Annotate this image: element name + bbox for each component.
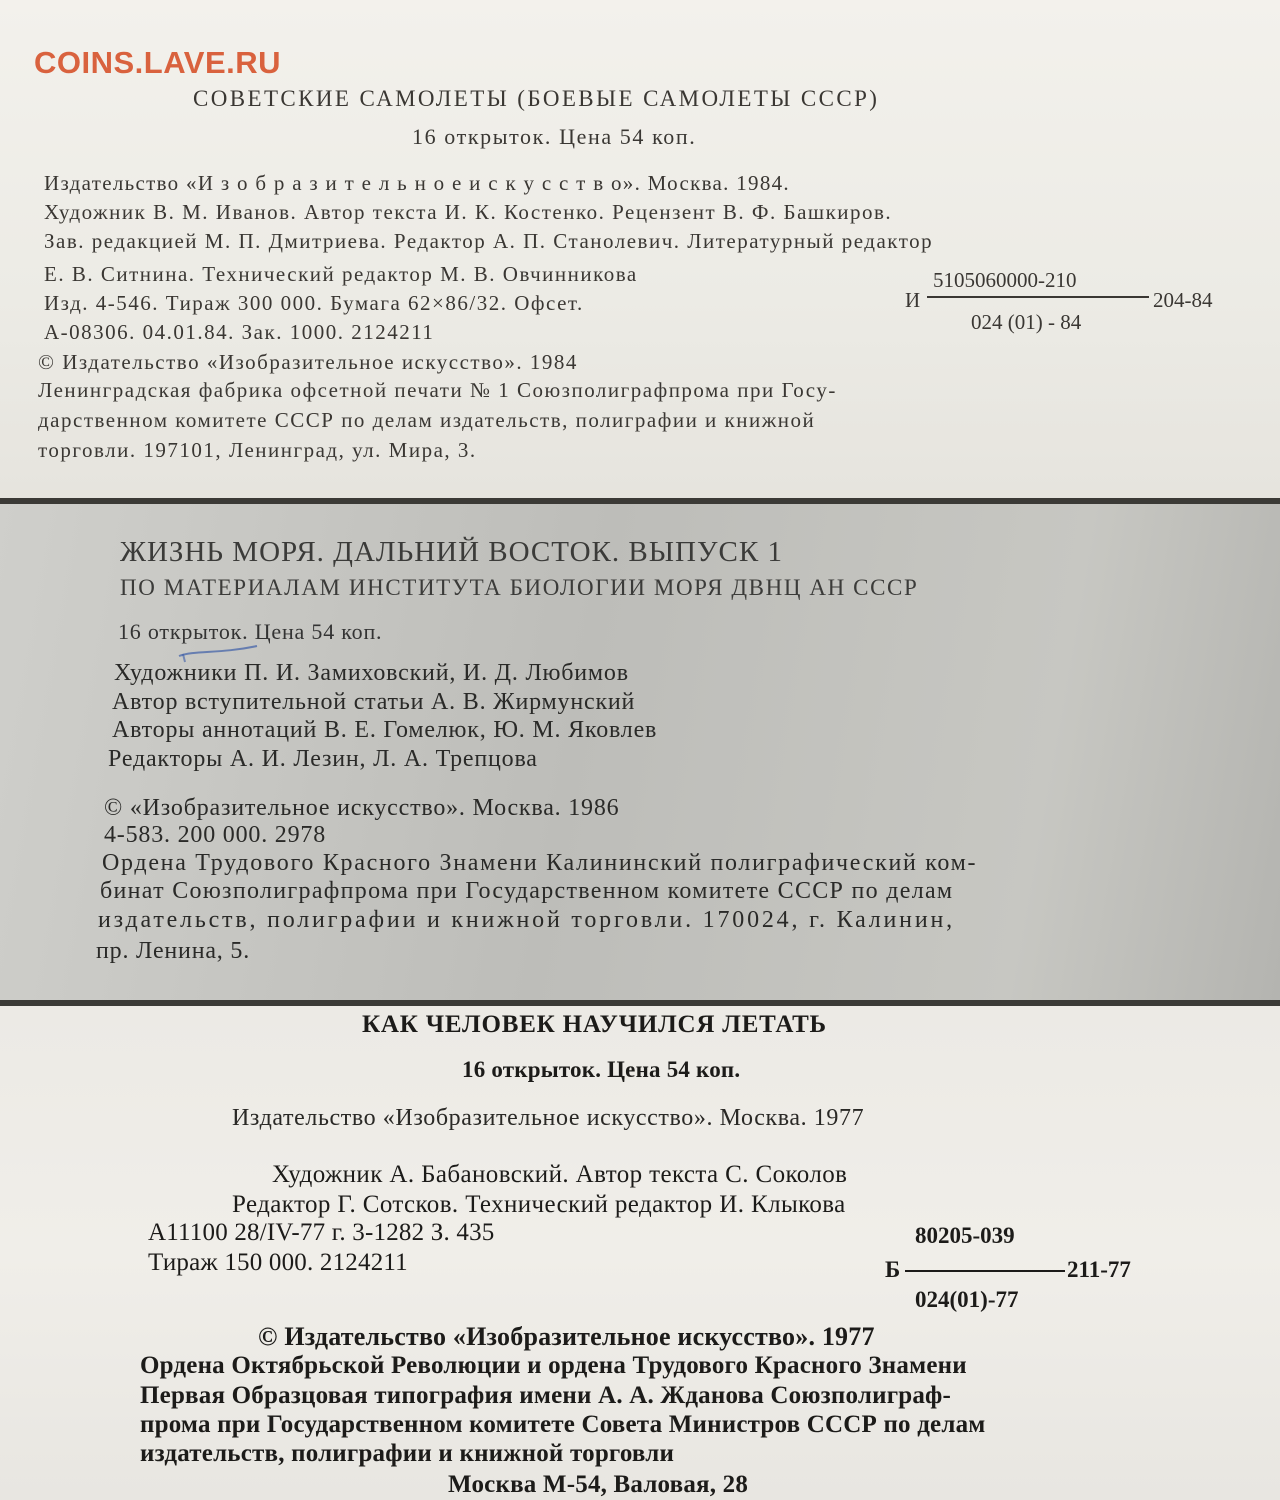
- index-code-prefix: Б: [885, 1257, 901, 1282]
- imprint-line: торговли. 197101, Ленинград, ул. Мира, 3.: [38, 438, 477, 462]
- panel-title: ЖИЗНЬ МОРЯ. ДАЛЬНИЙ ВОСТОК. ВЫПУСК 1: [120, 536, 783, 568]
- index-code-numerator: 80205-039: [915, 1223, 1015, 1248]
- imprint-line: бинат Союзполиграфпрома при Государственном комитете СССР по делам: [100, 878, 954, 904]
- imprint-line: Ордена Трудового Красного Знамени Калининский полиграфический ком-: [102, 850, 978, 876]
- panel-subtitle: ПО МАТЕРИАЛАМ ИНСТИТУТА БИОЛОГИИ МОРЯ ДВНЦ АН СССР: [120, 575, 919, 600]
- imprint-line: издательств, полиграфии и книжной торговли: [140, 1440, 675, 1467]
- imprint-line: А-08306. 04.01.84. Зак. 1000. 2124211: [44, 320, 435, 344]
- index-code-fraction-bar: [905, 1270, 1065, 1272]
- panel-title: СОВЕТСКИЕ САМОЛЕТЫ (БОЕВЫЕ САМОЛЕТЫ СССР): [193, 86, 880, 111]
- index-code-fraction-bar: [927, 296, 1149, 298]
- imprint-line: А11100 28/IV-77 г. 3-1282 З. 435: [148, 1219, 495, 1246]
- imprint-line: пр. Ленина, 5.: [96, 938, 250, 964]
- imprint-line: дарственном комитете СССР по делам издательств, полиграфии и книжной: [38, 408, 816, 432]
- index-code: [885, 1224, 1155, 1312]
- imprint-line: Издательство «И з о б р а з и т е л ь н о е и с к у с с т в о». Москва. 1984.: [44, 171, 790, 195]
- panel-subtitle: 16 открыток. Цена 54 коп.: [462, 1057, 741, 1082]
- credit-line: Художники П. И. Замиховский, И. Д. Любимов: [114, 660, 629, 686]
- panel-title: КАК ЧЕЛОВЕК НАУЧИЛСЯ ЛЕТАТЬ: [362, 1011, 827, 1038]
- index-code-denominator: 024 (01) - 84: [971, 310, 1082, 334]
- imprint-line: издательств, полиграфии и книжной торговли. 170024, г. Калинин,: [98, 907, 955, 933]
- panel-subtitle: 16 открыток. Цена 54 коп.: [412, 124, 697, 149]
- imprint-panel-how-man-learned-to-fly: [0, 1006, 1280, 1500]
- copyright-line: © «Изобразительное искусство». Москва. 1986: [104, 795, 620, 821]
- imprint-line: 4-583. 200 000. 2978: [104, 822, 326, 848]
- index-code-suffix: 211-77: [1067, 1257, 1131, 1282]
- imprint-line: Москва М-54, Валовая, 28: [448, 1471, 749, 1498]
- imprint-line: Ленинградская фабрика офсетной печати № 1 Союзполиграфпрома при Госу-: [38, 378, 837, 402]
- credit-line: Редакторы А. И. Лезин, Л. А. Трепцова: [108, 746, 538, 772]
- imprint-line: Ордена Октябрьской Революции и ордена Трудового Красного Знамени: [140, 1352, 967, 1379]
- imprint-line: Первая Образцовая типография имени А. А. Жданова Союзполиграф-: [140, 1382, 952, 1409]
- imprint-line: Изд. 4-546. Тираж 300 000. Бумага 62×86/32. Офсет.: [44, 291, 584, 315]
- index-code-suffix: 204-84: [1153, 288, 1213, 312]
- imprint-line: Тираж 150 000. 2124211: [148, 1249, 408, 1276]
- imprint-line: Художник В. М. Иванов. Автор текста И. К. Костенко. Рецензент В. Ф. Башкиров.: [44, 200, 893, 224]
- copyright-line: © Издательство «Изобразительное искусство». 1977: [258, 1322, 875, 1351]
- imprint-panel-sea-life: [0, 504, 1280, 1000]
- copyright-line: © Издательство «Изобразительное искусство». 1984: [38, 350, 578, 374]
- credit-line: Художник А. Бабановский. Автор текста С. Соколов: [272, 1161, 848, 1188]
- credit-line: Авторы аннотаций В. Е. Гомелюк, Ю. М. Яковлев: [112, 717, 658, 743]
- watermark: COINS.LAVE.RU: [34, 45, 282, 80]
- imprint-line: Е. В. Ситнина. Технический редактор М. В. Овчинникова: [44, 262, 638, 286]
- index-code-prefix: И: [905, 288, 921, 312]
- credit-line: Редактор Г. Сотсков. Технический редактор И. Клыкова: [232, 1191, 846, 1218]
- credit-line: Автор вступительной статьи А. В. Жирмунский: [112, 689, 636, 715]
- publisher-line: Издательство «Изобразительное искусство». Москва. 1977: [232, 1105, 865, 1131]
- imprint-line: Зав. редакцией М. П. Дмитриева. Редактор А. П. Станолевич. Литературный редактор: [44, 229, 934, 253]
- index-code-denominator: 024(01)-77: [915, 1287, 1019, 1312]
- index-code-numerator: 5105060000-210: [933, 268, 1077, 292]
- panel-price: 16 открыток. Цена 54 коп.: [118, 619, 383, 644]
- index-code: [905, 268, 1245, 338]
- imprint-line: прома при Государственном комитете Совета Министров СССР по делам: [140, 1411, 986, 1438]
- imprint-panel-soviet-aircraft: [0, 0, 1280, 498]
